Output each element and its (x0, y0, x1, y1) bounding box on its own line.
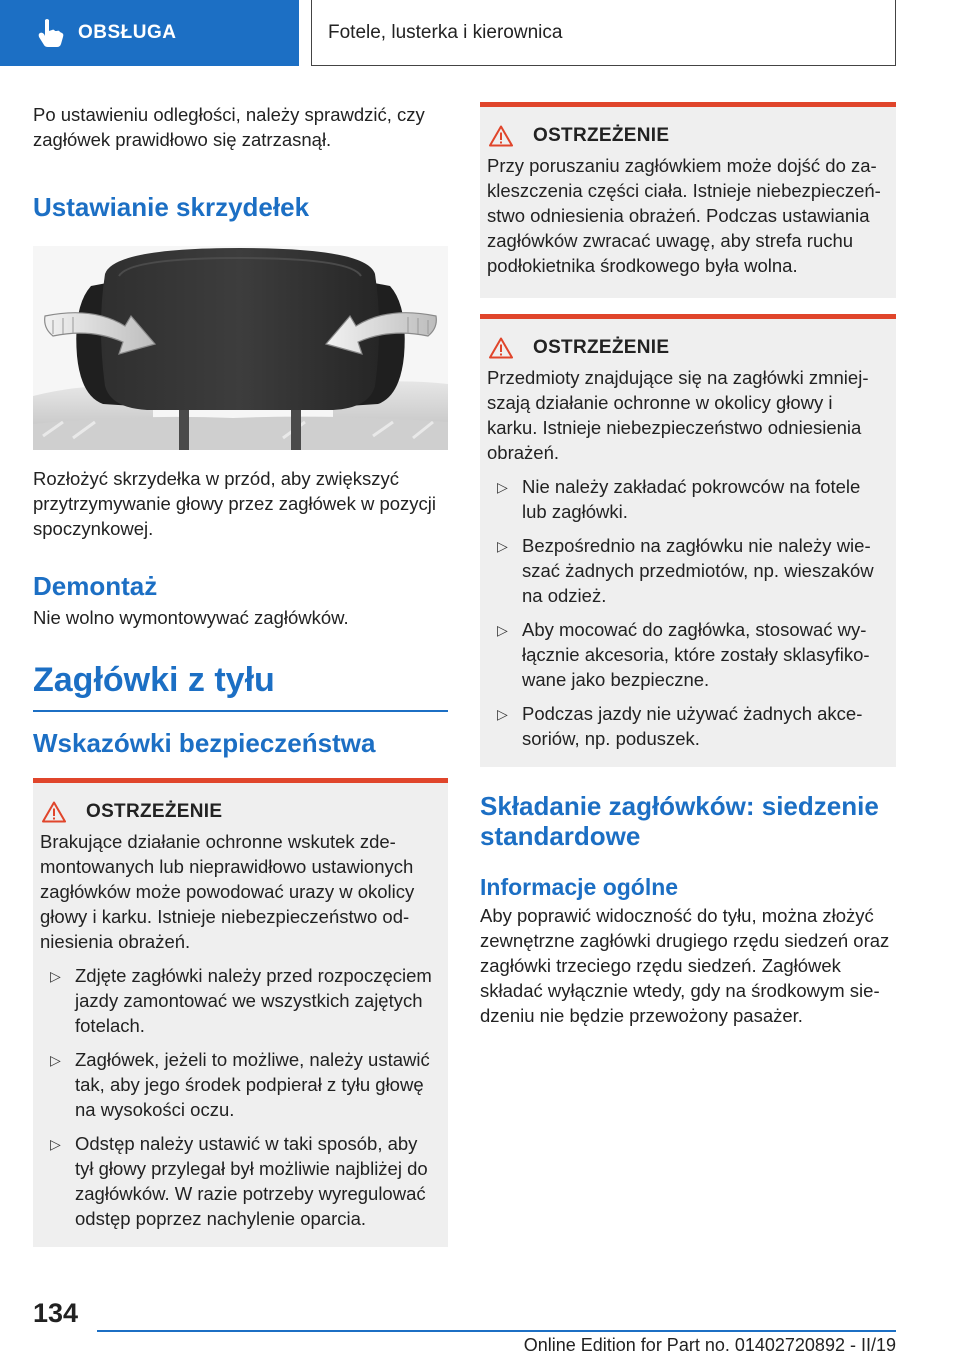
rear-headrests-heading: Zagłówki z tyłu (33, 661, 275, 699)
general-info-heading: Informacje ogólne (480, 874, 679, 900)
warning-text: Brakujące działanie ochronne wskutek zdemontowanych lub nieprawidłowo ustawionych zagłówków może powodować urazy w okolicy głowy i karku. Istnieje niebezpieczeństwo odniesienia obrażeń. (40, 830, 415, 952)
right-column (480, 102, 896, 1028)
warning-text: Przedmioty znajdujące się na zagłówki zmniejszają działanie ochronne w okolicy głowy i karku. Istnieje niebezpieczeństwo odniesienia obrażeń. (487, 367, 869, 463)
triangle-bullet-icon: ▷ (50, 1051, 61, 1068)
triangle-bullet-icon: ▷ (50, 967, 61, 984)
left-column (33, 102, 448, 1247)
hand-pointer-icon (36, 18, 64, 48)
warning-header (40, 801, 440, 823)
warning-header (487, 125, 888, 147)
edition-text: Online Edition for Part no. 01402720892 - II/19 (523, 1335, 896, 1355)
warning-title: OSTRZEŻENIE (533, 337, 670, 358)
triangle-bullet-icon: ▷ (497, 538, 508, 554)
chapter-title: Fotele, lusterka i kierownica (311, 0, 896, 66)
warning-text: Przy poruszaniu zagłówkiem może dojść do zakleszczenia części ciała. Istnieje niebezpieczeństwo odniesienia obrażeń. Podczas ustawiania zagłówków zwracać uwagę, aby strefa ruchu podłokietnika środkowego była wolna. (487, 155, 881, 276)
triangle-bullet-icon: ▷ (50, 1135, 61, 1152)
warning-header (487, 337, 888, 359)
warning-box (33, 778, 448, 1247)
list-item: ▷ Bezpośrednio na zagłówku nie należy wieszać żadnych przedmiotów, np. wieszaków na odzież. (497, 535, 874, 606)
list-item: ▷ Odstęp należy ustawić w taki sposób, aby tył głowy przylegał był możliwie najbliżej do zagłówków. W razie potrzeby wyregulować odstęp poprzez nachylenie oparcia. (50, 1132, 428, 1229)
triangle-bullet-icon: ▷ (497, 706, 508, 722)
warning-list (40, 963, 440, 1231)
section-tab-label: OBSŁUGA (78, 22, 177, 43)
section-divider (33, 710, 448, 712)
safety-heading: Wskazówki bezpieczeństwa (33, 727, 376, 758)
wings-heading: Ustawianie skrzydełek (33, 192, 310, 222)
list-item: ▷ Aby mocować do zagłówka, stosować wyłącznie akcesoria, które zostały sklasyfikowane jako bezpieczne. (497, 619, 870, 690)
warning-list (487, 474, 888, 751)
warning-title: OSTRZEŻENIE (86, 800, 223, 822)
headrest-image (33, 246, 448, 450)
warning-triangle-icon (489, 125, 513, 147)
page-number: 134 (33, 1298, 79, 1328)
list-item: ▷ Nie należy zakładać pokrowców na fotele lub zagłówki. (497, 476, 861, 522)
removal-heading: Demontaż (33, 571, 158, 601)
intro-paragraph: Po ustawieniu odległości, należy sprawdzić, czy zagłówek prawidłowo się zatrzasnął. (33, 104, 425, 150)
headrest-wings-illustration (33, 246, 448, 450)
warning-triangle-icon (489, 337, 513, 359)
triangle-bullet-icon: ▷ (497, 479, 508, 495)
list-item: ▷ Podczas jazdy nie używać żadnych akcesoriów, np. poduszek. (497, 703, 863, 749)
list-item: ▷ Zagłówek, jeżeli to możliwe, należy ustawić tak, aby jego środek podpierał z tyłu głowę na wysokości oczu. (50, 1048, 430, 1120)
section-tab[interactable] (0, 0, 299, 66)
general-info-paragraph: Aby poprawić widoczność do tyłu, można złożyć zewnętrzne zagłówki drugiego rzędu siedzeń oraz zagłówki trzeciego rzędu siedzeń. Zagłówek składać wyłącznie wtedy, gdy na środkowym siedzeniu nie będzie przewożony pasażer. (480, 905, 890, 1026)
warning-triangle-icon (42, 801, 66, 823)
removal-paragraph: Nie wolno wymontowywać zagłówków. (33, 607, 349, 628)
warning-title: OSTRZEŻENIE (533, 125, 670, 146)
folding-heading: Składanie zagłówków: siedzenie standardowe (480, 791, 879, 851)
wings-paragraph: Rozłożyć skrzydełka w przód, aby zwiększyć przytrzymywanie głowy przez zagłówek w pozycji spoczynkowej. (33, 468, 437, 539)
footer-divider (97, 1330, 896, 1332)
warning-box (480, 102, 896, 298)
warning-box (480, 314, 896, 767)
triangle-bullet-icon: ▷ (497, 622, 508, 638)
list-item: ▷ Zdjęte zagłówki należy przed rozpoczęciem jazdy zamontować we wszystkich zajętych fotelach. (50, 964, 432, 1036)
